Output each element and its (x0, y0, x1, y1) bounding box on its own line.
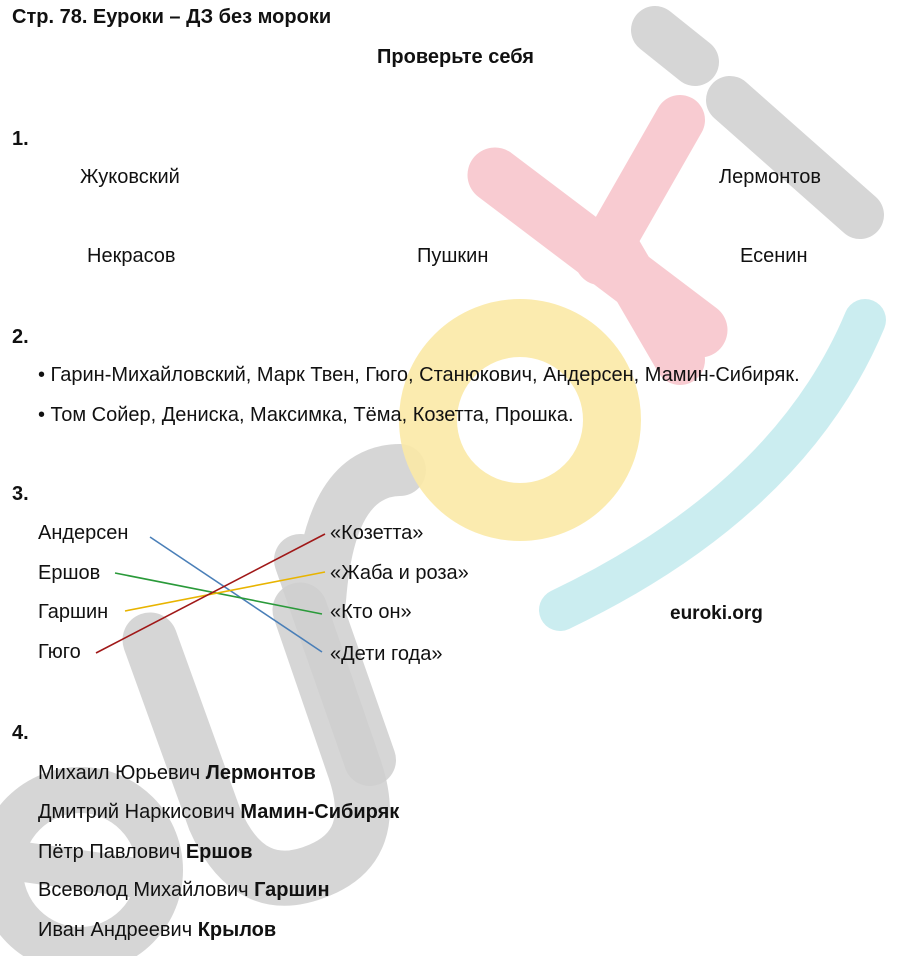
task-1-name: Пушкин (417, 245, 489, 267)
task-2-bullet: • Том Сойер, Дениска, Максимка, Тёма, Козетта, Прошка. (38, 404, 574, 426)
task-4-row (38, 879, 330, 902)
task-3-author: Гаршин (38, 601, 109, 623)
task-1-name: Некрасов (87, 245, 176, 267)
first-name: Иван Андреевич (38, 919, 193, 941)
last-name: Гаршин (254, 879, 330, 901)
last-name: Мамин-Сибиряк (240, 801, 400, 823)
task-1-name: Есенин (740, 245, 808, 267)
last-name: Крылов (197, 919, 277, 941)
task-3-author: Гюго (38, 641, 81, 663)
task-1-name: Лермонтов (719, 166, 821, 188)
section-subtitle: Проверьте себя (377, 46, 534, 68)
first-name: Всеволод Михайлович (38, 879, 249, 901)
last-name: Лермонтов (205, 762, 316, 784)
task-3-work: «Козетта» (330, 522, 424, 544)
task-3-author: Ершов (38, 562, 101, 584)
task-4-row (38, 919, 276, 942)
task-3-work: «Кто он» (330, 601, 412, 623)
first-name: Михаил Юрьевич (38, 762, 201, 784)
task-3-number: 3. (12, 483, 29, 505)
first-name: Дмитрий Наркисович (38, 801, 235, 823)
task-4-row (38, 801, 399, 824)
task-3-work: «Дети года» (330, 643, 443, 665)
task-2-number: 2. (12, 326, 29, 348)
task-4-row (38, 841, 253, 864)
task-3-author: Андерсен (38, 522, 129, 544)
site-label: euroki.org (670, 603, 763, 624)
task-4-number: 4. (12, 722, 29, 744)
last-name: Ершов (185, 841, 253, 863)
task-1-number: 1. (12, 128, 29, 150)
task-2-bullet: • Гарин-Михайловский, Марк Твен, Гюго, Станюкович, Андерсен, Мамин-Сибиряк. (38, 364, 800, 386)
first-name: Пётр Павлович (38, 841, 181, 863)
task-4-row (38, 762, 316, 785)
task-1-name: Жуковский (80, 166, 180, 188)
page-title: Стр. 78. Еуроки – ДЗ без мороки (12, 6, 332, 28)
task-3-work: «Жаба и роза» (330, 562, 469, 584)
